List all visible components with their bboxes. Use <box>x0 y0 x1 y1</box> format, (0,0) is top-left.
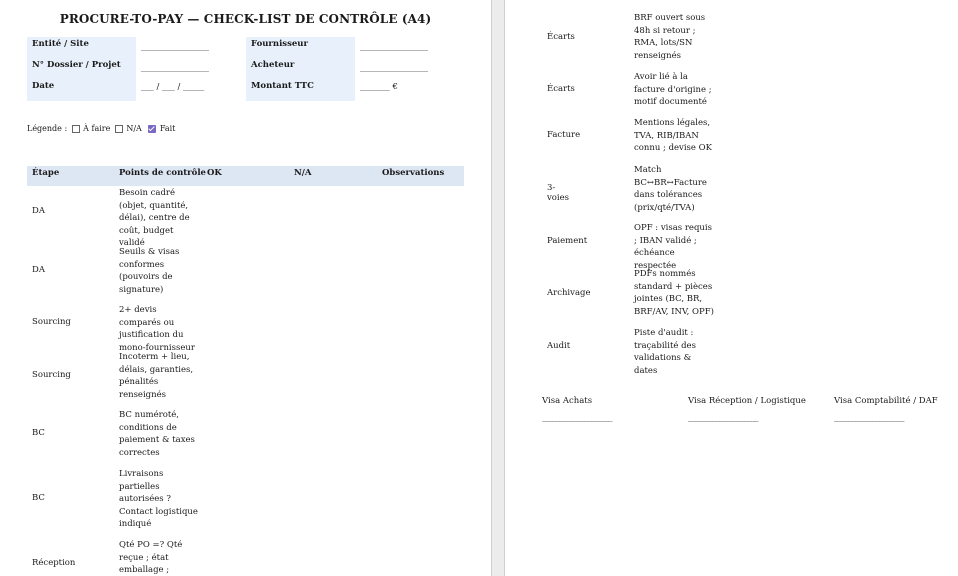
row-stage: Sourcing <box>32 370 71 380</box>
field-label-fournisseur: Fournisseur <box>246 37 355 58</box>
visa-reception-label: Visa Réception / Logistique <box>688 396 806 406</box>
row-stage: DA <box>32 265 45 275</box>
row-points: Besoin cadré (objet, quantité, délai), centre de coût, budget validé <box>119 188 190 248</box>
row-stage: BC <box>32 493 45 503</box>
row-stage: Écarts <box>547 84 575 94</box>
table-header <box>27 166 464 186</box>
visa-comptabilite-label: Visa Comptabilité / DAF <box>834 396 938 406</box>
row-points: Avoir lié à la facture d'origine ; motif documenté <box>634 72 712 107</box>
page-gutter <box>491 0 505 576</box>
legend-todo: À faire <box>83 124 111 133</box>
visa-comptabilite-line[interactable]: ____________________ <box>834 413 904 422</box>
checkbox-empty-icon <box>115 125 123 133</box>
row-points: Piste d'audit : traçabilité des validations & dates <box>634 328 696 376</box>
row-points: Incoterm + lieu, délais, garanties, pénalités renseignés <box>119 352 194 400</box>
header-na: N/A <box>294 168 312 178</box>
header-observations: Observations <box>382 168 445 178</box>
field-value-entite[interactable]: ________________ <box>141 42 209 52</box>
row-points: PDFs nommés standard + pièces jointes (BC, BR, BRF/AV, INV, OPF) <box>634 269 714 317</box>
field-label-dossier: N° Dossier / Projet <box>27 58 136 79</box>
row-points: OPF : visas requis ; IBAN validé ; échéance respectée <box>634 223 712 271</box>
legend <box>27 124 175 133</box>
field-value-fournisseur[interactable]: ________________ <box>360 42 428 52</box>
field-value-date[interactable]: ___ / ___ / _____ <box>141 82 205 92</box>
header-stage: Étape <box>32 168 60 178</box>
row-stage: Archivage <box>547 288 591 298</box>
field-label-date: Date <box>27 79 136 101</box>
row-points: Mentions légales, TVA, RIB/IBAN connu ; devise OK <box>634 118 712 153</box>
visa-comptabilite <box>834 396 938 422</box>
visa-achats <box>542 396 612 422</box>
row-points: Livraisons partielles autorisées ? Contact logistique indiqué <box>119 469 198 529</box>
visa-achats-label: Visa Achats <box>542 396 593 406</box>
legend-label: Légende : <box>27 124 68 133</box>
page-right <box>505 0 958 576</box>
page-title: PROCURE-TO-PAY — CHECK-LIST DE CONTRÔLE (A4) <box>59 12 432 26</box>
field-value-montant[interactable]: _______ € <box>360 82 398 92</box>
row-points: Qté PO =? Qté reçue ; état emballage ; <box>119 540 183 575</box>
row-stage: Paiement <box>547 236 588 246</box>
row-points: Match BC↔BR↔Facture dans tolérances (prix/qté/TVA) <box>634 165 707 213</box>
field-label-acheteur: Acheteur <box>246 58 355 79</box>
field-label-entite: Entité / Site <box>27 37 136 58</box>
visa-reception <box>688 396 806 422</box>
legend-na: N/A <box>126 124 142 133</box>
visa-reception-line[interactable]: ____________________ <box>688 413 758 422</box>
row-stage: Facture <box>547 130 581 140</box>
legend-done: Fait <box>159 124 176 133</box>
row-stage: Écarts <box>547 32 575 42</box>
checkbox-empty-icon <box>72 125 80 133</box>
row-stage: Sourcing <box>32 317 71 327</box>
row-stage: DA <box>32 206 45 216</box>
row-stage: Réception <box>32 558 76 568</box>
row-points: BC numéroté, conditions de paiement & taxes correctes <box>119 410 195 458</box>
row-points: Seuils & visas conformes (pouvoirs de signature) <box>119 247 180 295</box>
row-stage: BC <box>32 428 45 438</box>
field-value-dossier[interactable]: ________________ <box>141 63 209 73</box>
visa-achats-line[interactable]: ____________________ <box>542 413 612 422</box>
header-points: Points de contrôle <box>119 168 206 178</box>
field-label-montant: Montant TTC <box>246 79 355 101</box>
row-stage: Audit <box>547 341 571 351</box>
checkbox-checked-icon <box>148 125 156 133</box>
field-value-acheteur[interactable]: ________________ <box>360 63 428 73</box>
row-stage: 3-voies <box>547 183 570 203</box>
row-points: 2+ devis comparés ou justification du mono-fournisseur <box>119 305 195 353</box>
row-points: BRF ouvert sous 48h si retour ; RMA, lots/SN renseignés <box>634 13 706 61</box>
header-ok: OK <box>207 168 222 178</box>
